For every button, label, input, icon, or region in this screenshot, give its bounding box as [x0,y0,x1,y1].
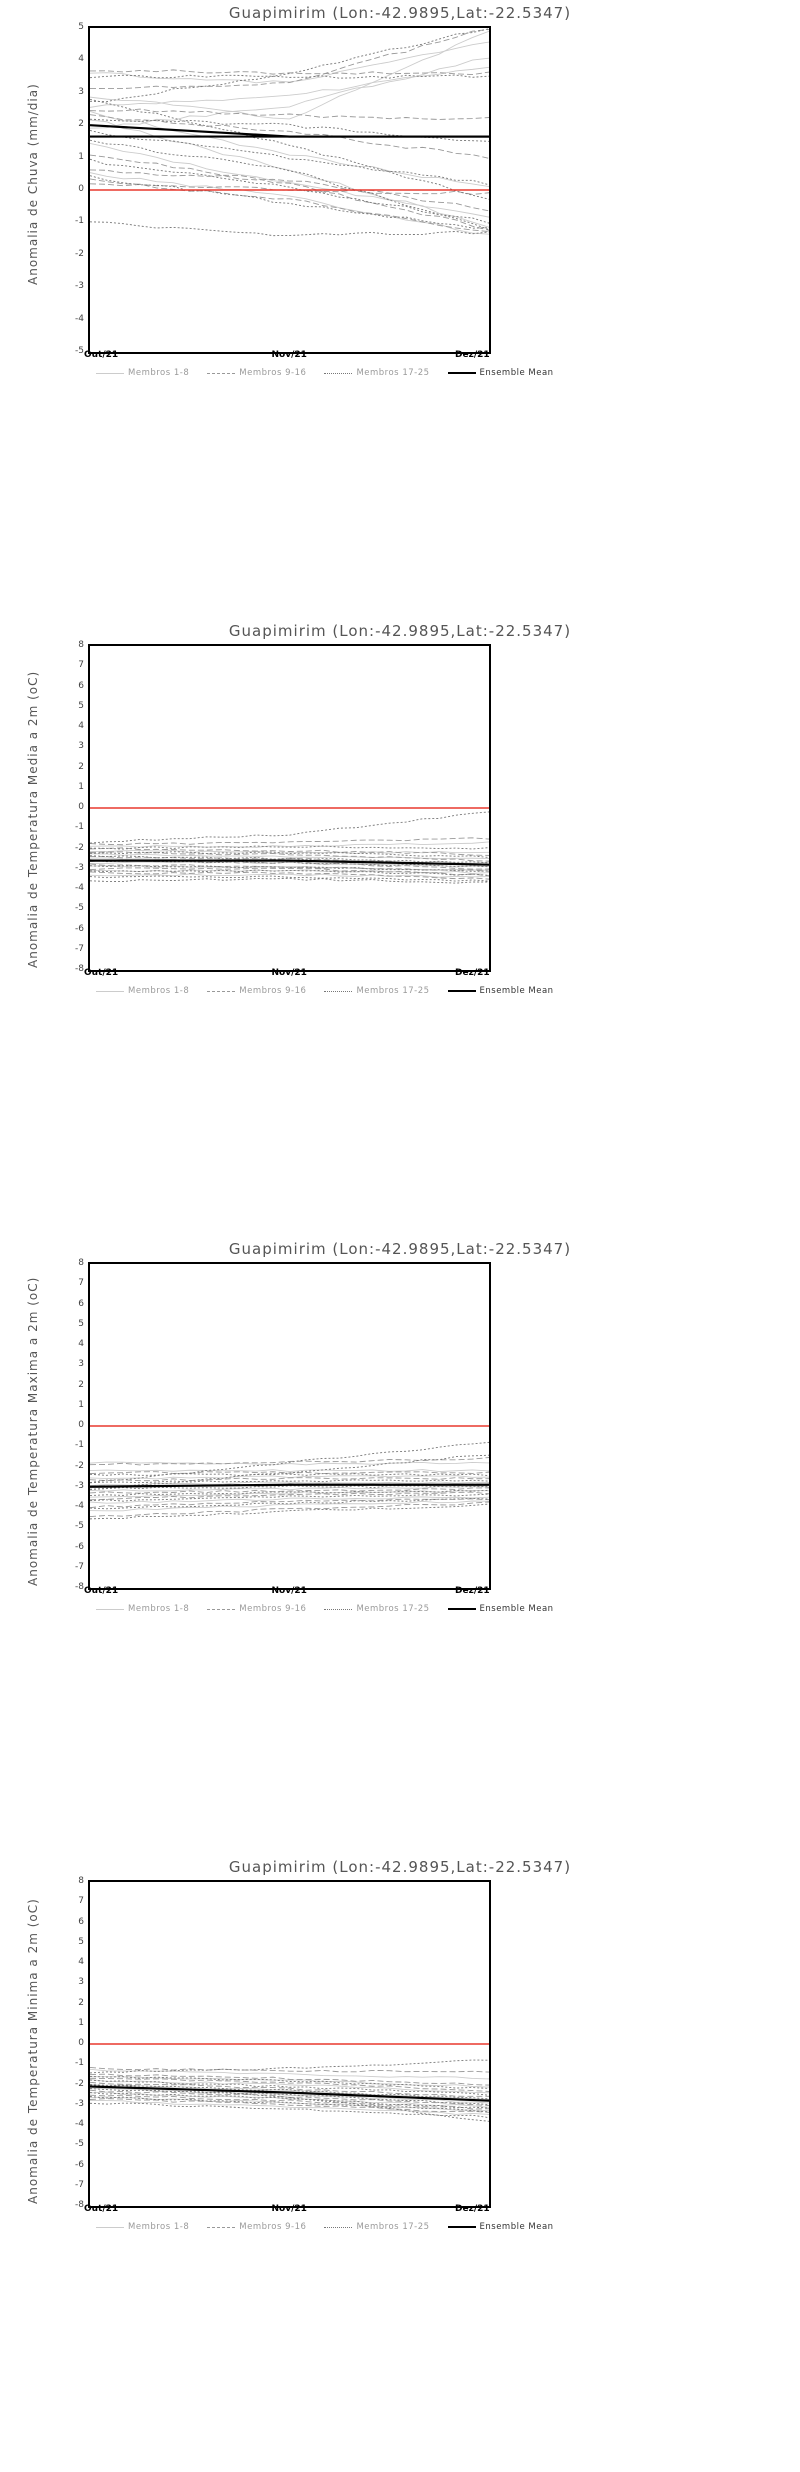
legend-swatch [207,991,235,992]
x-tick-label: Dez/21 [455,968,490,978]
y-tick-label: -5 [75,346,84,356]
legend-label: Ensemble Mean [479,986,554,996]
legend-label: Membros 17-25 [356,986,430,996]
legend-label: Membros 17-25 [356,2222,430,2232]
legend-item [324,1604,429,1614]
y-tick-label: -3 [75,1480,84,1491]
y-axis-label: Anomalia de Temperatura Minima a 2m (oC) [26,1898,40,2204]
y-tick-label: -6 [75,923,84,934]
y-tick-label: 1 [78,781,84,792]
chart-legend [96,368,554,378]
y-tick-label: 5 [78,22,84,32]
x-tick-label: Nov/21 [271,1586,307,1596]
y-tick-label: -6 [75,2159,84,2170]
legend-label: Membros 9-16 [239,1604,307,1614]
x-tick-label: Out/21 [84,2204,119,2214]
y-tick-label: -4 [75,2119,84,2129]
legend-item [96,2222,189,2232]
y-tick-label: -7 [75,2179,84,2190]
y-tick-label: 5 [78,1936,84,1947]
y-tick-label: -4 [75,883,84,893]
y-tick-label: -1 [75,2058,84,2069]
y-tick-label: -2 [75,2078,84,2089]
legend-swatch [207,2227,235,2228]
legend-swatch [96,1609,124,1610]
legend-label: Membros 9-16 [239,2222,307,2232]
y-tick-label: 2 [78,1997,84,2008]
x-tick-label: Nov/21 [271,968,307,978]
chart-title: Guapimirim (Lon:-42.9895,Lat:-22.5347) [228,4,572,22]
plot-area [88,1262,491,1590]
y-tick-label: -8 [75,1582,84,1592]
x-tick-label: Dez/21 [455,2204,490,2214]
chart-panel [0,1854,800,2472]
chart-title: Guapimirim (Lon:-42.9895,Lat:-22.5347) [228,622,572,640]
legend-swatch [207,373,235,374]
x-tick-label: Out/21 [84,1586,119,1596]
legend-item [96,1604,189,1614]
y-tick-label: 6 [78,1916,84,1927]
y-tick-label: -5 [75,1521,84,1532]
y-tick-label: 6 [78,680,84,691]
y-axis-label: Anomalia de Temperatura Media a 2m (oC) [26,670,40,968]
y-tick-label: 3 [78,86,84,97]
legend-item [448,2222,554,2232]
y-tick-label: 2 [78,119,84,130]
x-tick-label: Dez/21 [455,1586,490,1596]
legend-label: Ensemble Mean [479,368,554,378]
y-tick-label: 0 [78,1420,84,1430]
legend-item [324,368,429,378]
legend-item [96,986,189,996]
y-tick-label: 1 [78,1399,84,1410]
y-tick-label: 4 [78,1339,84,1349]
y-axis-label: Anomalia de Chuva (mm/dia) [26,83,40,285]
y-tick-label: -2 [75,248,84,259]
x-tick-label: Out/21 [84,350,119,360]
legend-swatch [324,2227,352,2228]
legend-label: Membros 9-16 [239,986,307,996]
legend-item [448,1604,554,1614]
chart-title: Guapimirim (Lon:-42.9895,Lat:-22.5347) [228,1240,572,1258]
legend-label: Membros 1-8 [128,1604,190,1614]
legend-label: Membros 1-8 [128,2222,190,2232]
y-tick-label: -1 [75,1440,84,1451]
y-tick-label: -7 [75,943,84,954]
y-tick-label: 0 [78,2038,84,2048]
chart-legend [96,986,554,996]
legend-label: Membros 9-16 [239,368,307,378]
legend-label: Membros 1-8 [128,368,190,378]
legend-swatch [448,990,476,992]
y-tick-label: -3 [75,862,84,873]
legend-item [448,986,554,996]
y-tick-label: 4 [78,54,84,65]
chart-panel [0,618,800,1236]
legend-swatch [448,1608,476,1610]
legend-item [448,368,554,378]
legend-swatch [207,1609,235,1610]
plot-area [88,1880,491,2208]
y-tick-label: 1 [78,2017,84,2028]
y-tick-label: 8 [78,1876,84,1886]
y-tick-label: 3 [78,741,84,752]
legend-swatch [96,373,124,374]
legend-item [207,986,306,996]
y-tick-label: 8 [78,640,84,650]
x-tick-label: Nov/21 [271,2204,307,2214]
legend-item [207,2222,306,2232]
y-tick-label: 3 [78,1359,84,1370]
y-tick-label: 4 [78,1957,84,1967]
y-tick-label: -1 [75,822,84,833]
y-tick-label: -4 [75,313,84,324]
legend-item [207,368,306,378]
legend-label: Ensemble Mean [479,2222,554,2232]
legend-swatch [96,991,124,992]
y-tick-label: -2 [75,842,84,853]
chart-legend [96,1604,554,1614]
y-tick-label: 1 [78,151,84,162]
y-tick-label: 5 [78,700,84,711]
legend-swatch [96,2227,124,2228]
x-tick-label: Nov/21 [271,350,307,360]
y-tick-label: 6 [78,1298,84,1309]
y-tick-label: 2 [78,1379,84,1390]
y-tick-label: -6 [75,1541,84,1552]
y-tick-label: 7 [78,1896,84,1907]
y-tick-label: 2 [78,761,84,772]
x-tick-label: Dez/21 [455,350,490,360]
y-tick-label: -4 [75,1501,84,1511]
y-tick-label: 0 [78,184,84,194]
chart-legend [96,2222,554,2232]
y-tick-label: 0 [78,802,84,812]
y-tick-label: 3 [78,1977,84,1988]
legend-item [207,1604,306,1614]
legend-swatch [448,372,476,374]
y-tick-label: 4 [78,721,84,731]
legend-swatch [324,1609,352,1610]
legend-swatch [448,2226,476,2228]
chart-panel [0,1236,800,1854]
y-tick-label: -5 [75,903,84,914]
legend-label: Membros 1-8 [128,986,190,996]
legend-swatch [324,991,352,992]
legend-label: Membros 17-25 [356,1604,430,1614]
y-axis-label: Anomalia de Temperatura Maxima a 2m (oC) [26,1276,40,1586]
legend-label: Ensemble Mean [479,1604,554,1614]
chart-panel [0,0,800,618]
y-tick-label: -5 [75,2139,84,2150]
chart-title: Guapimirim (Lon:-42.9895,Lat:-22.5347) [228,1858,572,1876]
y-tick-label: -3 [75,281,84,292]
plot-area [88,26,491,354]
legend-label: Membros 17-25 [356,368,430,378]
x-tick-label: Out/21 [84,968,119,978]
legend-swatch [324,373,352,374]
y-tick-label: 7 [78,660,84,671]
legend-item [324,2222,429,2232]
y-tick-label: -8 [75,2200,84,2210]
y-tick-label: -2 [75,1460,84,1471]
y-tick-label: 5 [78,1318,84,1329]
y-tick-label: -7 [75,1561,84,1572]
legend-item [96,368,189,378]
y-tick-label: -1 [75,216,84,227]
y-tick-label: -3 [75,2098,84,2109]
y-tick-label: -8 [75,964,84,974]
plot-area [88,644,491,972]
y-tick-label: 8 [78,1258,84,1268]
legend-item [324,986,429,996]
y-tick-label: 7 [78,1278,84,1289]
